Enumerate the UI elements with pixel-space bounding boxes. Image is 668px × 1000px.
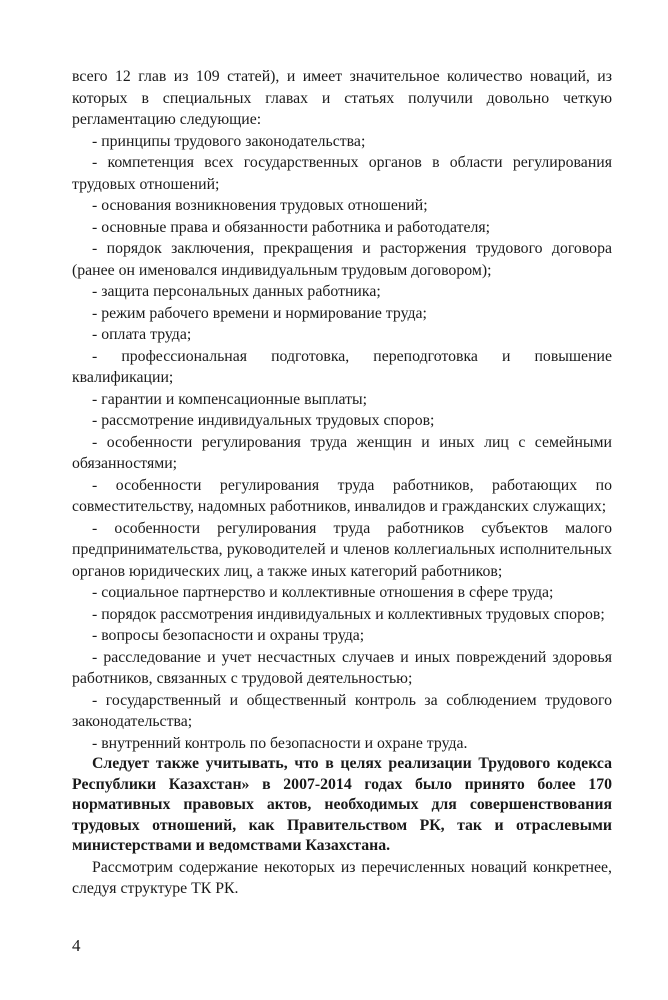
list-item: - особенности регулирования труда работников субъектов малого предпринимательства, руководителей и членов коллегиальных исполнительных органов юридических лиц, а также иных категорий работников; <box>72 519 612 580</box>
bold-paragraph: Следует также учитывать, что в целях реализации Трудового кодекса Республики Казахстан» в 2007-2014 годах было принято более 170 нормативных правовых актов, необходимых для совершенствования трудовых отношений, как Правительством РК, так и отраслевыми министерствами и ведомствами Казахстана. <box>72 755 612 854</box>
list-item: - государственный и общественный контроль за соблюдением трудового законодательства; <box>72 691 612 730</box>
page-number: 4 <box>72 936 81 955</box>
list-item: - порядок рассмотрения индивидуальных и коллективных трудовых споров; <box>92 605 605 623</box>
closing-paragraph: Рассмотрим содержание некоторых из перечисленных новаций конкретнее, следуя структуре ТК РК. <box>72 858 612 897</box>
list-item: - социальное партнерство и коллективные отношения в сфере труда; <box>92 584 554 601</box>
list-item: - особенности регулирования труда женщин и иных лиц с семейными обязанностями; <box>72 433 612 472</box>
novations-list <box>72 131 612 755</box>
list-item: - рассмотрение индивидуальных трудовых споров; <box>92 412 435 429</box>
list-item: - режим рабочего времени и нормирование труда; <box>92 304 427 322</box>
list-item: - профессиональная подготовка, переподготовка и повышение квалификации; <box>72 347 612 386</box>
list-item: - основания возникновения трудовых отношений; <box>92 197 428 214</box>
intro-paragraph: всего 12 глав из 109 статей), и имеет значительное количество новаций, из которых в специальных главах и статьях получили довольно четкую регламентацию следующие: <box>72 68 612 128</box>
list-item: - основные права и обязанности работника и работодателя; <box>92 218 491 236</box>
list-item: - порядок заключения, прекращения и расторжения трудового договора (ранее он именовался индивидуальным трудовым договором); <box>72 240 612 279</box>
list-item: - внутренний контроль по безопасности и охране труда. <box>92 734 468 752</box>
list-item: - принципы трудового законодательства; <box>92 132 366 150</box>
list-item: - вопросы безопасности и охраны труда; <box>92 627 365 644</box>
list-item: - гарантии и компенсационные выплаты; <box>92 390 368 408</box>
list-item: - защита персональных данных работника; <box>92 283 381 300</box>
list-item: - компетенция всех государственных органов в области регулирования трудовых отношений; <box>72 154 612 193</box>
page-text-body <box>72 66 612 900</box>
list-item: - особенности регулирования труда работников, работающих по совместительству, надомных работников, инвалидов и гражданских служащих; <box>72 476 612 515</box>
list-item: - оплата труда; <box>92 326 192 343</box>
list-item: - расследование и учет несчастных случаев и иных повреждений здоровья работников, связанных с трудовой деятельностью; <box>72 648 612 687</box>
